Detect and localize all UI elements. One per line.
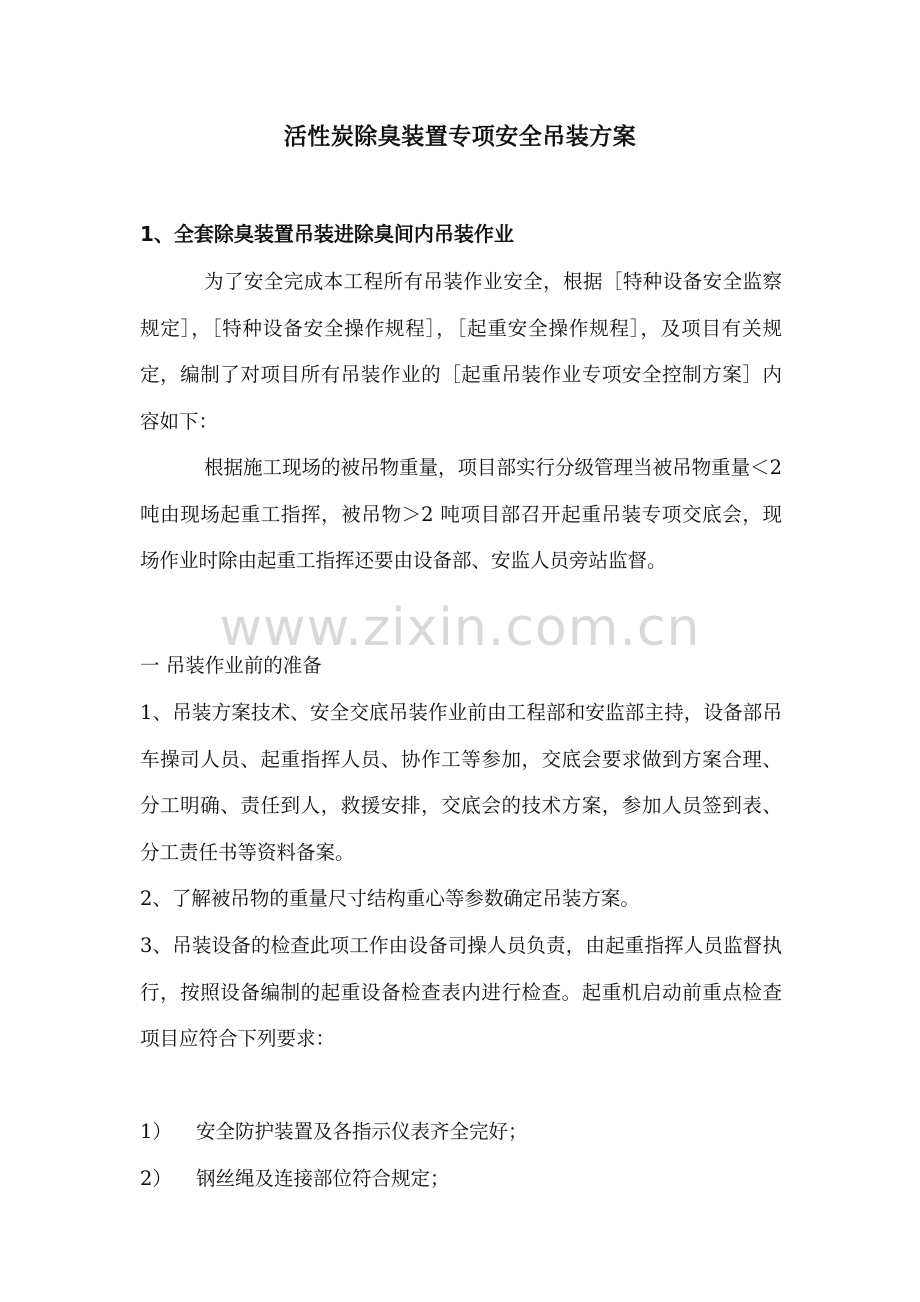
paragraph-intro: 为了安全完成本工程所有吊装作业安全，根据［特种设备安全监察规定］，［特种设备安全操作规程］，［起重安全操作规程］，及项目有关规定，编制了对项目所有吊装作业的［起重吊装作业专项安全控制方案］内容如下： xyxy=(140,270,782,433)
section-heading: 1、全套除臭装置吊装进除臭间内吊装作业 xyxy=(140,222,514,246)
paragraph-step-3: 3、吊装设备的检查此项工作由设备司操人员负责，由起重指挥人员监督执行，按照设备编制的起重设备检查表内进行检查。起重机启动前重点检查项目应符合下列要求： xyxy=(140,934,782,1050)
list-item-text: 钢丝绳及连接部位符合规定； xyxy=(196,1167,450,1190)
list-item xyxy=(140,1156,450,1203)
list-item xyxy=(140,1109,528,1156)
list-item-number: 2） xyxy=(140,1167,172,1190)
list-item-text: 安全防护装置及各指示仪表齐全完好； xyxy=(196,1120,528,1143)
subsection-heading: 一 吊装作业前的准备 xyxy=(140,654,322,677)
paragraph-step-1: 1、吊装方案技术、安全交底吊装作业前由工程部和安监部主持，设备部吊车操司人员、起重指挥人员、协作工等参加，交底会要求做到方案合理、分工明确、责任到人，救援安排，交底会的技术方案，参加人员签到表、分工责任书等资料备案。 xyxy=(140,701,782,864)
list-item-number: 1） xyxy=(140,1120,172,1143)
paragraph-management: 根据施工现场的被吊物重量，项目部实行分级管理当被吊物重量＜2 吨由现场起重工指挥，被吊物＞2 吨项目部召开起重吊装专项交底会，现场作业时除由起重工指挥还要由设备部、安监人员旁站监督。 xyxy=(140,456,782,572)
watermark: www.zixin.com.cn xyxy=(219,598,701,658)
paragraph-step-2: 2、了解被吊物的重量尺寸结构重心等参数确定吊装方案。 xyxy=(140,887,640,910)
document-title: 活性炭除臭装置专项安全吊装方案 xyxy=(283,124,637,150)
